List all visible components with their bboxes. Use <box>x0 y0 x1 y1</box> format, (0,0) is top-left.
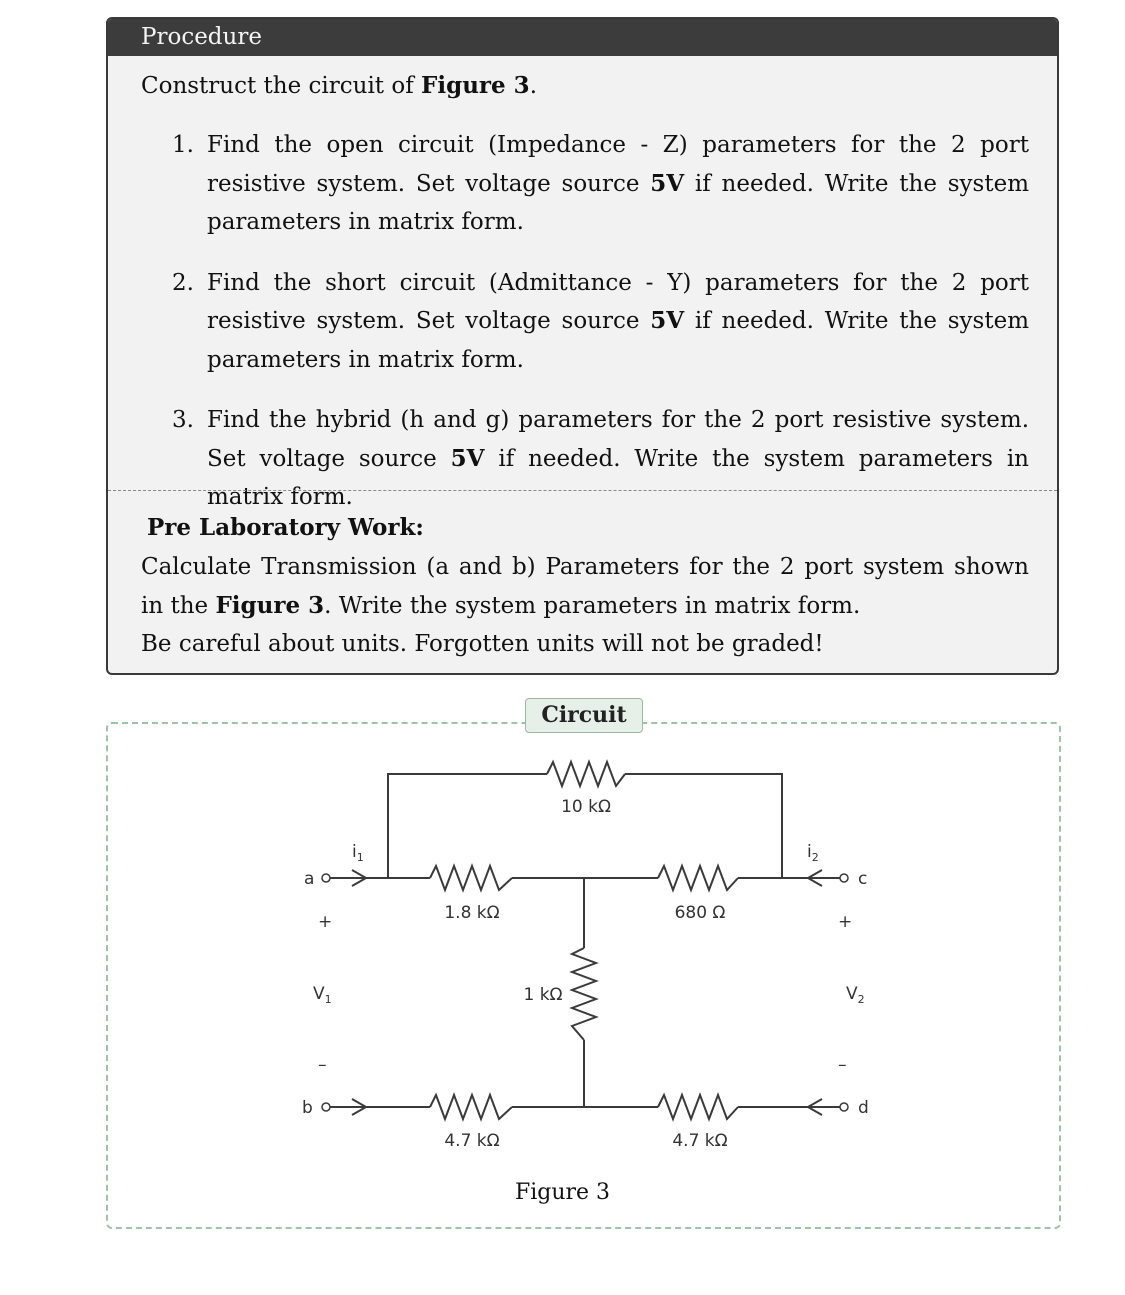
terminal-a: a <box>304 869 315 889</box>
v2-label: $V_2$ <box>846 984 865 1006</box>
v1-plus: + <box>318 912 333 932</box>
figure-caption: Figure 3 <box>514 1180 611 1205</box>
label-680: 680 Ω <box>674 903 726 923</box>
resistor-10k <box>547 762 625 786</box>
list-item: 1. Find the open circuit (Impedance - Z) parameters for the 2 port resistive system. Set voltage source 5V if needed. Write the system parameters in matrix form. <box>172 132 1029 235</box>
terminal-a-node <box>322 874 330 882</box>
label-10k: 10 kΩ <box>561 797 611 817</box>
label-4-7k-left: 4.7 kΩ <box>444 1131 500 1151</box>
pre-lab-body: Calculate Transmission (a and b) Parameters for the 2 port system shown in the Figure 3. Write the system parameters in matrix form. Be careful about units. Forgotten units will not be graded! <box>141 554 1029 657</box>
resistor-680 <box>658 866 738 890</box>
list-item: 2. Find the short circuit (Admittance - Y) parameters for the 2 port resistive system. Set voltage source 5V if needed. Write the system parameters in matrix form. <box>172 269 1029 373</box>
resistor-1-8k <box>430 866 512 890</box>
terminal-d-node <box>840 1103 848 1111</box>
intro-line: Construct the circuit of Figure 3. <box>141 72 537 99</box>
v1-minus: – <box>318 1055 327 1075</box>
terminal-c: c <box>858 869 868 889</box>
terminal-b: b <box>302 1098 313 1118</box>
v2-minus: – <box>838 1055 847 1075</box>
terminal-c-node <box>840 874 848 882</box>
terminal-d: d <box>858 1098 869 1118</box>
circuit-label: Circuit <box>525 698 643 733</box>
label-4-7k-right: 4.7 kΩ <box>672 1131 728 1151</box>
procedure-title: Procedure <box>141 24 262 50</box>
label-1k: 1 kΩ <box>523 985 563 1005</box>
list-item: 3. Find the hybrid (h and g) parameters for the 2 port resistive system. Set voltage source 5V if needed. Write the system parameters in matrix form. <box>172 407 1029 510</box>
v1-label: $V_1$ <box>313 984 332 1006</box>
resistor-1k <box>572 948 596 1040</box>
pre-lab-title: Pre Laboratory Work: <box>147 514 424 541</box>
v2-plus: + <box>838 912 853 932</box>
terminal-b-node <box>322 1103 330 1111</box>
circuit-wires <box>342 774 830 1107</box>
current-i1: $i_1$ <box>352 842 364 864</box>
label-1-8k: 1.8 kΩ <box>444 903 500 923</box>
resistor-4-7k-right <box>658 1095 738 1119</box>
current-i2: $i_2$ <box>807 842 819 864</box>
resistor-4-7k-left <box>430 1095 512 1119</box>
